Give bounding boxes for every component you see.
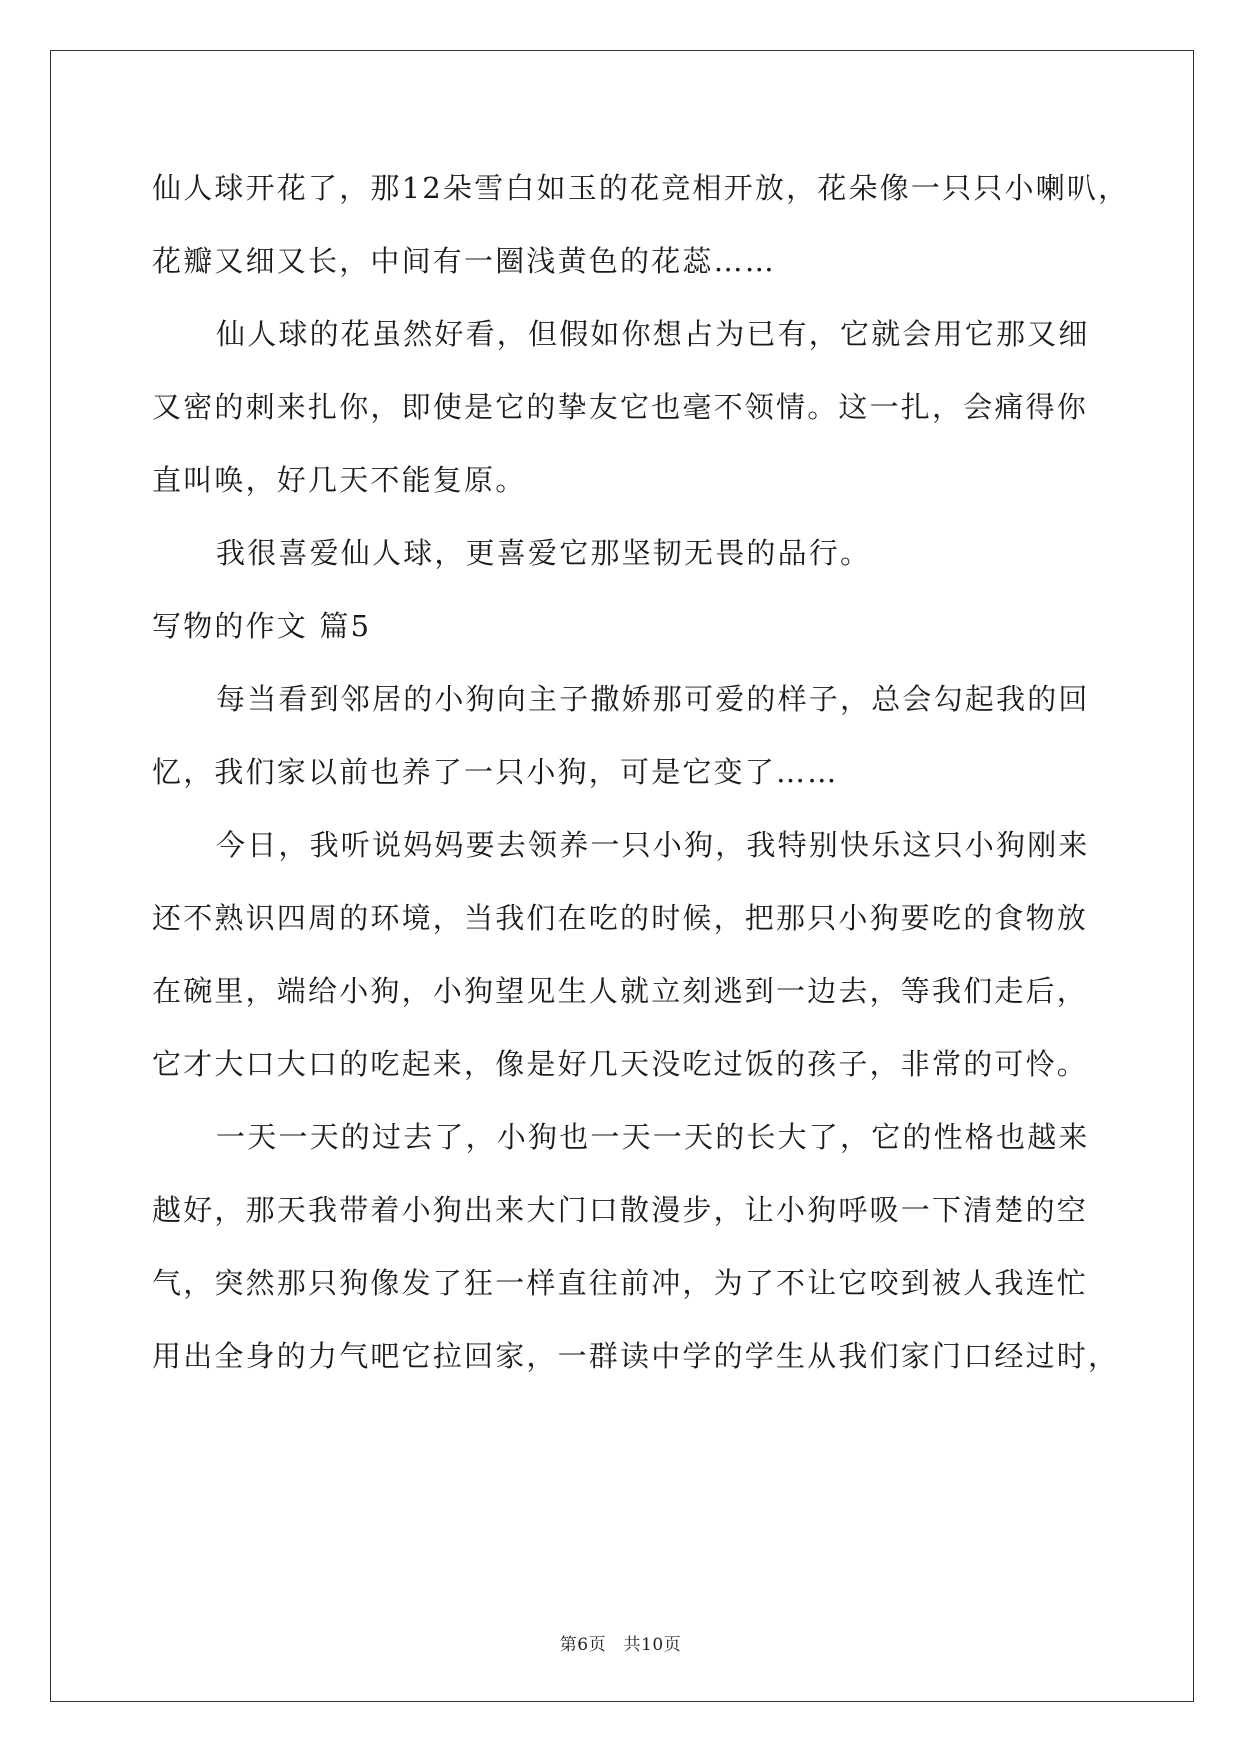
text-line: 还不熟识四周的环境，当我们在吃的时候，把那只小狗要吃的食物放 (152, 901, 1089, 935)
text-line: 气，突然那只狗像发了狂一样直往前冲，为了不让它咬到被人我连忙 (152, 1266, 1089, 1300)
text-line: 又密的刺来扎你，即使是它的挚友它也毫不领情。这一扎，会痛得你 (152, 390, 1089, 424)
page-border (50, 50, 1194, 1702)
text-line: 在碗里，端给小狗，小狗望见生人就立刻逃到一边去，等我们走后， (152, 974, 1089, 1008)
page-number-footer: 第6页 共10页 (559, 1635, 682, 1655)
text-line: 仙人球开花了，那12朵雪白如玉的花竞相开放，花朵像一只只小喇叭， (152, 171, 1130, 205)
text-line: 用出全身的力气吧它拉回家，一群读中学的学生从我们家门口经过时， (152, 1339, 1120, 1373)
section-heading: 写物的作文 篇5 (152, 609, 372, 643)
paragraph-start-line: 每当看到邻居的小狗向主子撒娇那可爱的样子，总会勾起我的回 (216, 682, 1090, 716)
text-line: 越好，那天我带着小狗出来大门口散漫步，让小狗呼吸一下清楚的空 (152, 1193, 1089, 1227)
text-line: 直叫唤，好几天不能复原。 (152, 463, 527, 497)
paragraph-start-line: 我很喜爱仙人球，更喜爱它那坚韧无畏的品行。 (216, 536, 872, 570)
text-line: 花瓣又细又长，中间有一圈浅黄色的花蕊…… (152, 244, 777, 278)
paragraph-start-line: 一天一天的过去了，小狗也一天一天的长大了，它的性格也越来 (216, 1120, 1090, 1154)
text-line: 忆，我们家以前也养了一只小狗，可是它变了…… (152, 755, 839, 789)
paragraph-start-line: 今日，我听说妈妈要去领养一只小狗，我特别快乐这只小狗刚来 (216, 828, 1090, 862)
text-line: 它才大口大口的吃起来，像是好几天没吃过饭的孩子，非常的可怜。 (152, 1047, 1089, 1081)
paragraph-start-line: 仙人球的花虽然好看，但假如你想占为已有，它就会用它那又细 (216, 317, 1090, 351)
